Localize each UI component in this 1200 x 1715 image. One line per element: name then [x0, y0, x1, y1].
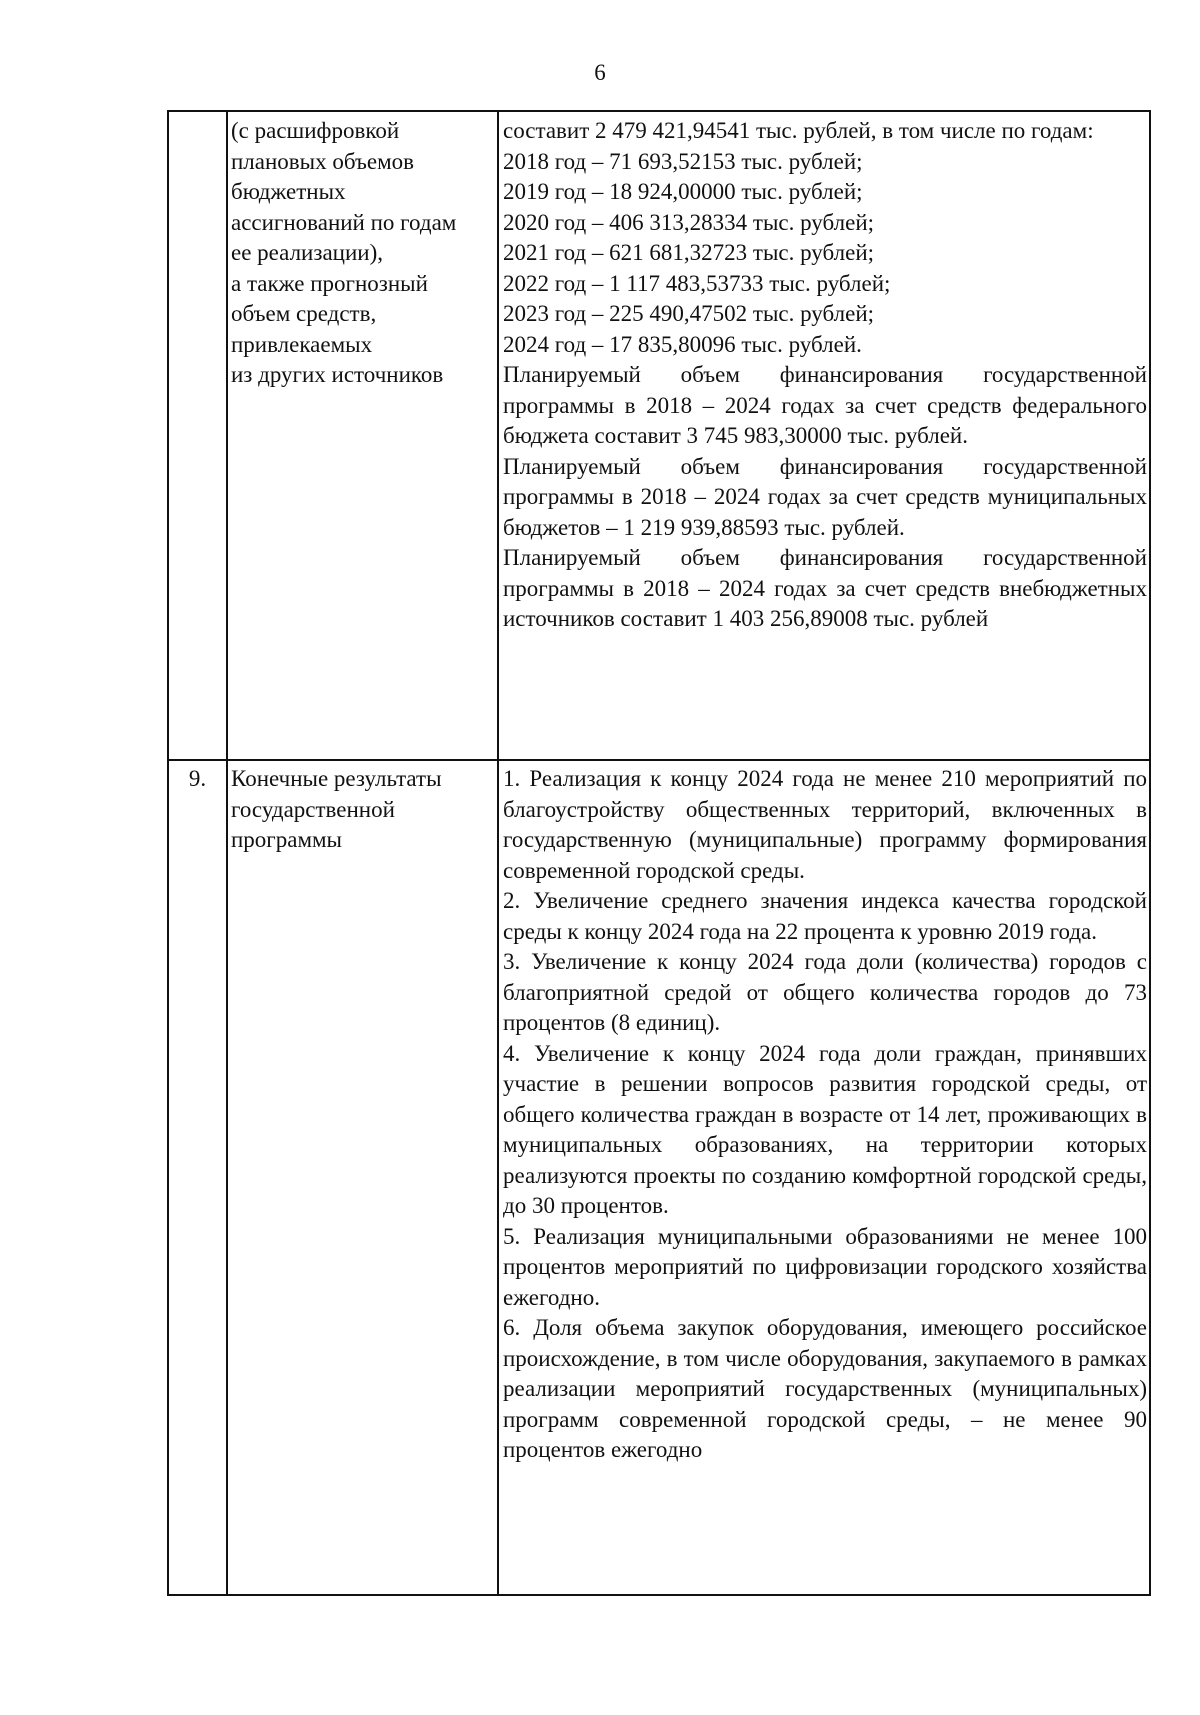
result-item: 6. Доля объема закупок оборудования, имеющего российское происхождение, в том числе оборудования, закупаемого в рамках реализации мероприятий государственных (муниципальных) программ современной городской среды, – не менее 90 процентов ежегодно [503, 1315, 1147, 1462]
result-item: 1. Реализация к концу 2024 года не менее 210 мероприятий по благоустройству общественных территорий, включенных в государственную (муниципальные) программу формирования современной городской среды. [503, 766, 1147, 883]
row-value-results [503, 764, 1147, 1466]
label-line: Конечные результаты [231, 766, 442, 791]
label-line: (с расшифровкой [231, 118, 400, 143]
label-line: плановых объемов [231, 148, 415, 174]
funding-year: 2023 год – 225 490,47502 тыс. рублей; [503, 301, 875, 326]
row-number: 9. [188, 766, 207, 791]
funding-year: 2021 год – 621 681,32723 тыс. рублей; [503, 240, 875, 265]
funding-intro: составит 2 479 421,94541 тыс. рублей, в том числе по годам: [503, 118, 1094, 143]
funding-year: 2022 год – 1 117 483,53733 тыс. рублей; [503, 270, 891, 296]
funding-municipal: Планируемый объем финансирования государственной программы в 2018 – 2024 годах за счет средств муниципальных бюджетов – 1 219 939,88593 тыс. рублей. [503, 453, 1147, 540]
funding-year: 2018 год – 71 693,52153 тыс. рублей; [503, 148, 863, 174]
passport-table [167, 110, 1151, 1596]
result-item: 3. Увеличение к концу 2024 года доли (количества) городов с благоприятной средой от общего количества городов до 73 процентов (8 единиц). [503, 949, 1147, 1035]
result-item: 4. Увеличение к концу 2024 года доли граждан, принявших участие в решении вопросов развития городской среды, от общего количества граждан в возрасте от 14 лет, проживающих в муниципальных образованиях, на территории которых реализуются проекты по созданию комфортной городской среды, до 30 процентов. [503, 1040, 1147, 1218]
funding-year: 2024 год – 17 835,80096 тыс. рублей. [503, 331, 862, 357]
page-number: 6 [594, 60, 606, 85]
label-line: государственной [231, 796, 395, 822]
funding-year: 2019 год – 18 924,00000 тыс. рублей; [503, 179, 863, 204]
column-divider [226, 112, 228, 1594]
label-line: ассигнований по годам [231, 209, 457, 235]
label-line: объем средств, [231, 301, 377, 326]
row-label-results [231, 764, 493, 856]
row-label-funding [231, 116, 493, 391]
column-divider [497, 112, 499, 1594]
label-line: программы [231, 827, 343, 852]
result-item: 5. Реализация муниципальными образованиями не менее 100 процентов мероприятий по цифровизации городского хозяйства ежегодно. [503, 1223, 1147, 1310]
funding-year: 2020 год – 406 313,28334 тыс. рублей; [503, 209, 875, 235]
row-divider [169, 759, 1149, 761]
label-line: из других источников [231, 362, 444, 387]
label-line: а также прогнозный [231, 270, 428, 296]
label-line: привлекаемых [231, 331, 373, 357]
funding-extrabudgetary: Планируемый объем финансирования государственной программы в 2018 – 2024 годах за счет средств внебюджетных источников составит 1 403 256,89008 тыс. рублей [503, 545, 1147, 631]
label-line: бюджетных [231, 179, 346, 204]
funding-federal: Планируемый объем финансирования государственной программы в 2018 – 2024 годах за счет средств федерального бюджета составит 3 745 983,30000 тыс. рублей. [503, 362, 1147, 448]
result-item: 2. Увеличение среднего значения индекса качества городской среды к концу 2024 года на 22 процента к уровню 2019 года. [503, 888, 1147, 944]
row-value-funding [503, 116, 1147, 635]
label-line: ее реализации), [231, 240, 383, 265]
